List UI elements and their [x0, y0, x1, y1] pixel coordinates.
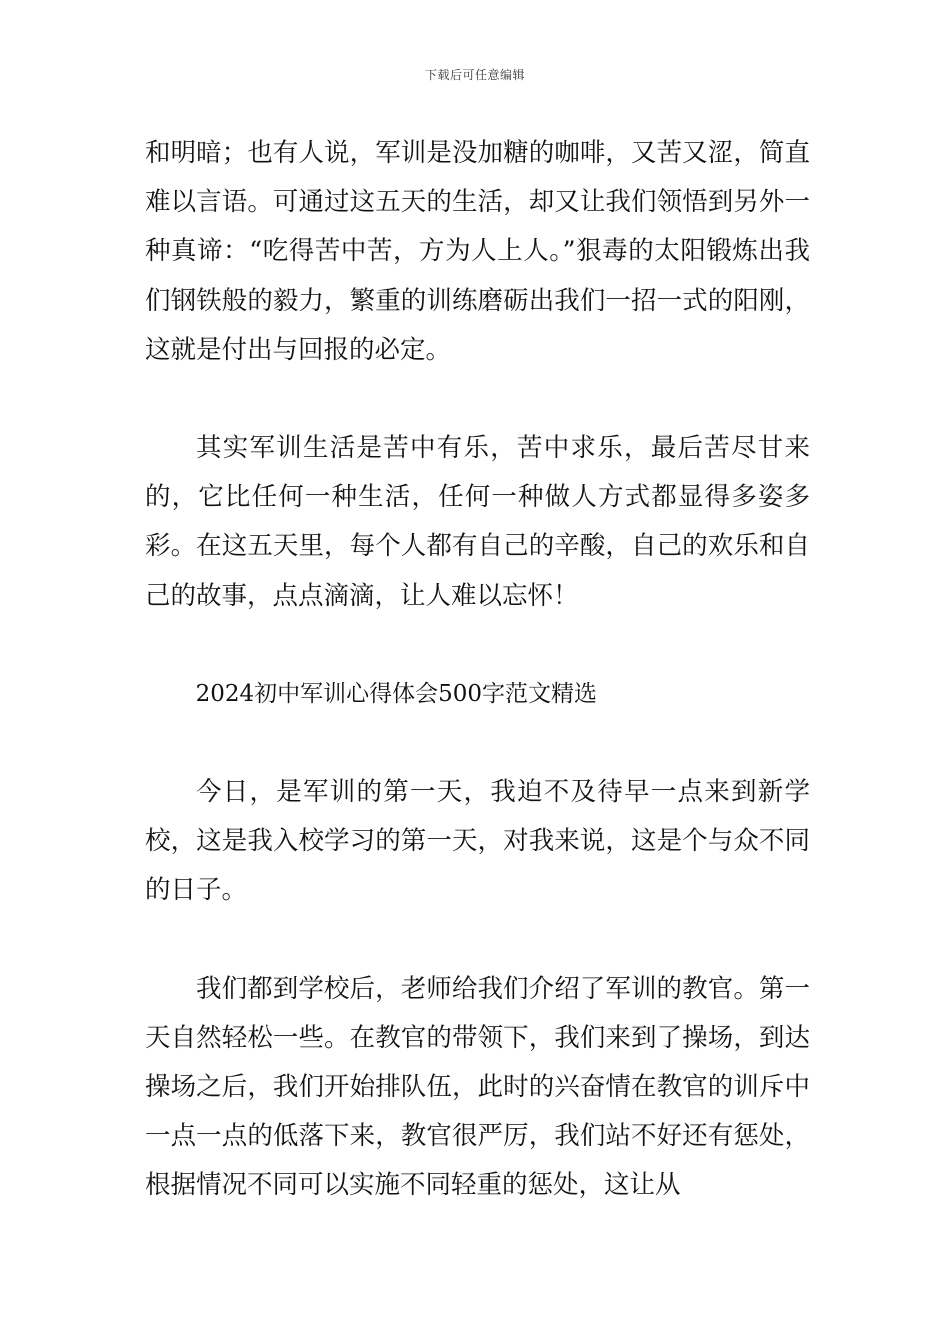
paragraph-continued: 和明暗；也有人说，军训是没加糖的咖啡，又苦又涩，简直难以言语。可通过这五天的生活，却又让我们领悟到另外一种真谛：“吃得苦中苦，方为人上人。”狠毒的太阳锻炼出我们钢铁般的毅力，繁重的训练磨砺出我们一招一式的阳刚，这就是付出与回报的必定。: [145, 138, 810, 365]
paragraph-instructor: 我们都到学校后，老师给我们介绍了军训的教官。第一天自然轻松一些。在教官的带领下，我们来到了操场，到达操场之后，我们开始排队伍，此时的兴奋情在教官的训斥中一点一点的低落下来，教官很严厉，我们站不好还有惩处，根据情况不同可以实施不同轻重的惩处，这让从: [145, 973, 810, 1201]
paragraph-military-life: 其实军训生活是苦中有乐，苦中求乐，最后苦尽甘来的，它比任何一种生活，任何一种做人方式都显得多姿多彩。在这五天里，每个人都有自己的辛酸，自己的欢乐和自己的故事，点点滴滴，让人难以忘怀！: [145, 433, 810, 611]
paragraph-spacer: [145, 621, 810, 670]
paragraph-spacer: [145, 916, 810, 965]
paragraph-first-day: 今日，是军训的第一天，我迫不及待早一点来到新学校，这是我入校学习的第一天，对我来说，这是个与众不同的日子。: [145, 777, 810, 906]
document-body: [145, 129, 810, 1211]
paragraph-spacer: [145, 375, 810, 424]
page-header-note: 下载后可任意编辑: [424, 68, 525, 82]
section-heading: 2024初中军训心得体会500字范文精选: [195, 680, 598, 707]
paragraph-spacer: [145, 719, 810, 768]
